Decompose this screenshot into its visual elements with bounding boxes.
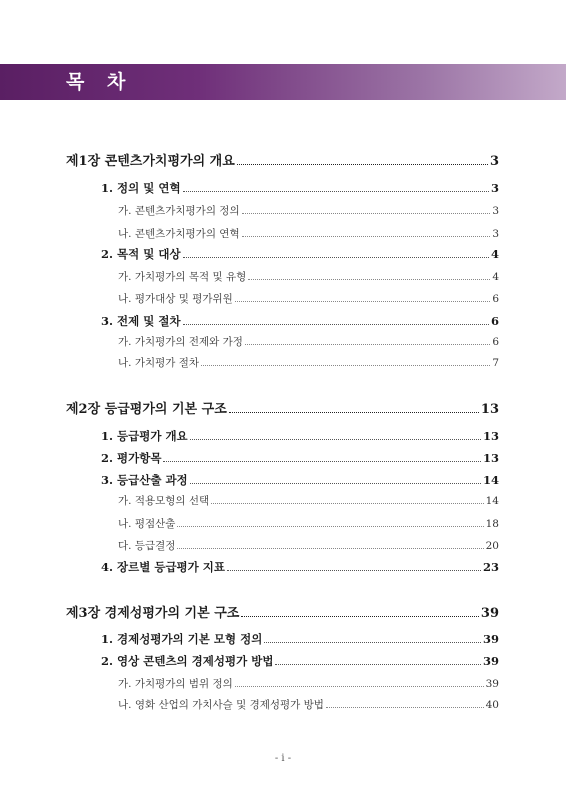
- toc-entry-page: 14: [482, 473, 499, 487]
- toc-entry-page: 7: [492, 357, 499, 369]
- toc-leader-dots: [190, 483, 481, 484]
- toc-entry-page: 6: [492, 293, 499, 305]
- toc-entry[interactable]: [101, 559, 499, 575]
- header-banner: [0, 64, 566, 100]
- toc-entry[interactable]: [118, 355, 499, 370]
- toc-entry[interactable]: [101, 246, 499, 262]
- toc-leader-dots: [183, 191, 489, 192]
- page-title: 목 차: [66, 71, 134, 93]
- toc-entry-page: 3: [492, 205, 499, 217]
- toc-entry-title: 가. 가치평가의 범위 정의: [118, 678, 233, 690]
- toc-entry-title: 3. 등급산출 과정: [101, 473, 188, 487]
- toc-leader-dots: [235, 301, 491, 302]
- toc-entry-page: 4: [490, 247, 499, 261]
- toc-entry-page: 14: [485, 495, 499, 507]
- toc-leader-dots: [242, 213, 491, 214]
- toc-entry-page: 23: [482, 560, 499, 574]
- toc-entry[interactable]: [118, 291, 499, 306]
- toc-entry-page: 20: [485, 540, 499, 552]
- toc-entry-title: 나. 가치평가 절차: [118, 357, 200, 369]
- toc-entry-title: 2. 목적 및 대상: [101, 247, 181, 261]
- toc-leader-dots: [237, 164, 488, 165]
- toc-entry-title: 제2장 등급평가의 기본 구조: [66, 402, 227, 417]
- toc-entry-title: 4. 장르별 등급평가 지표: [101, 560, 225, 574]
- toc-entry[interactable]: [101, 450, 499, 466]
- toc-entry-title: 1. 정의 및 연혁: [101, 181, 181, 195]
- toc-entry[interactable]: [66, 602, 499, 621]
- toc-entry[interactable]: [118, 226, 499, 241]
- toc-entry[interactable]: [118, 538, 499, 553]
- toc-entry-page: 39: [485, 678, 499, 690]
- toc-leader-dots: [183, 324, 489, 325]
- toc-leader-dots: [326, 707, 484, 708]
- toc-entry[interactable]: [118, 203, 499, 218]
- toc-entry[interactable]: [118, 269, 499, 284]
- toc-leader-dots: [241, 616, 479, 617]
- toc-entry-title: 나. 평가대상 및 평가위원: [118, 293, 233, 305]
- toc-entry-title: 가. 가치평가의 전제와 가정: [118, 336, 243, 348]
- toc-entry-page: 3: [492, 228, 499, 240]
- toc-entry-title: 2. 영상 콘텐츠의 경제성평가 방법: [101, 654, 274, 668]
- toc-entry[interactable]: [118, 516, 499, 531]
- toc-entry[interactable]: [118, 676, 499, 691]
- toc-entry-title: 2. 평가항목: [101, 451, 162, 465]
- toc-entry[interactable]: [101, 631, 499, 647]
- toc-leader-dots: [264, 642, 481, 643]
- toc-leader-dots: [245, 344, 490, 345]
- toc-entry[interactable]: [66, 398, 499, 417]
- toc-entry[interactable]: [101, 472, 499, 488]
- toc-entry-page: 6: [490, 314, 499, 328]
- toc-leader-dots: [229, 412, 479, 413]
- toc-leader-dots: [235, 686, 484, 687]
- toc-entry-title: 가. 적용모형의 선택: [118, 495, 210, 507]
- toc-entry-title: 나. 평점산출: [118, 518, 176, 530]
- toc-entry-page: 3: [489, 154, 499, 169]
- toc-entry[interactable]: [101, 653, 499, 669]
- toc-entry-title: 제1장 콘텐츠가치평가의 개요: [66, 154, 235, 169]
- toc-entry-title: 1. 경제성평가의 기본 모형 정의: [101, 632, 263, 646]
- toc-leader-dots: [183, 257, 489, 258]
- toc-leader-dots: [242, 236, 491, 237]
- toc-leader-dots: [177, 548, 483, 549]
- toc-entry-page: 6: [492, 336, 499, 348]
- toc-entry-page: 39: [482, 654, 499, 668]
- toc-entry-title: 제3장 경제성평가의 기본 구조: [66, 606, 240, 621]
- toc-leader-dots: [211, 503, 483, 504]
- toc-entry[interactable]: [101, 180, 499, 196]
- toc-leader-dots: [177, 526, 483, 527]
- toc-leader-dots: [190, 439, 481, 440]
- toc-entry-page: 13: [482, 429, 499, 443]
- toc-entry-page: 39: [480, 606, 499, 621]
- toc-entry-title: 가. 콘텐츠가치평가의 정의: [118, 205, 240, 217]
- toc-entry[interactable]: [101, 313, 499, 329]
- toc-entry-title: 다. 등급결정: [118, 540, 176, 552]
- toc-leader-dots: [163, 461, 481, 462]
- toc-leader-dots: [227, 570, 481, 571]
- toc-leader-dots: [201, 365, 490, 366]
- toc-entry-page: 39: [482, 632, 499, 646]
- toc-entry-title: 3. 전제 및 절차: [101, 314, 181, 328]
- toc-leader-dots: [275, 664, 481, 665]
- toc-entry-page: 18: [485, 518, 499, 530]
- toc-entry-title: 1. 등급평가 개요: [101, 429, 188, 443]
- page-number: - i -: [274, 753, 292, 764]
- toc-entry-title: 나. 콘텐츠가치평가의 연혁: [118, 228, 240, 240]
- toc-entry-title: 나. 영화 산업의 가치사슬 및 경제성평가 방법: [118, 699, 324, 711]
- toc-entry-page: 4: [492, 271, 499, 283]
- toc-entry[interactable]: [101, 428, 499, 444]
- toc-entry[interactable]: [118, 697, 499, 712]
- toc-entry-page: 40: [485, 699, 499, 711]
- toc-entry-title: 가. 가치평가의 목적 및 유형: [118, 271, 247, 283]
- toc-entry[interactable]: [66, 150, 499, 169]
- toc-entry-page: 13: [482, 451, 499, 465]
- toc-entry-page: 13: [480, 402, 499, 417]
- toc-entry[interactable]: [118, 493, 499, 508]
- toc-leader-dots: [248, 279, 490, 280]
- toc-entry-page: 3: [490, 181, 499, 195]
- toc-entry[interactable]: [118, 334, 499, 349]
